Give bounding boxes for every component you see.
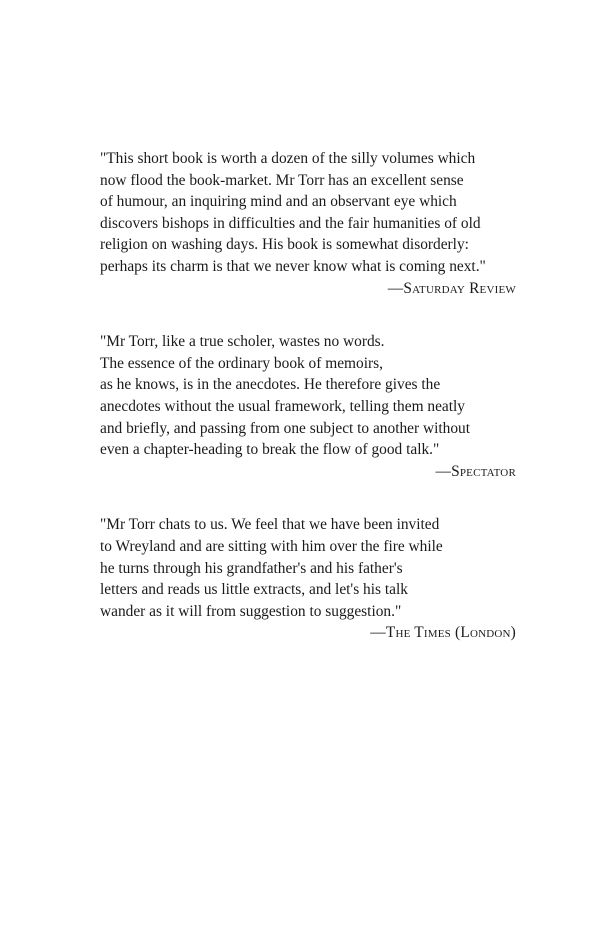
- review-quotes-page: [100, 148, 516, 676]
- quote-line: letters and reads us little extracts, and let's his talk: [100, 581, 408, 599]
- quote-line: to Wreyland and are sitting with him over the fire while: [100, 537, 443, 555]
- quote-line: even a chapter-heading to break the flow of good talk.": [100, 441, 440, 459]
- quote-line: of humour, an inquiring mind and an observant eye which: [100, 193, 457, 211]
- quote-line: "Mr Torr chats to us. We feel that we have been invited: [100, 516, 440, 534]
- attribution-saturday-review: —Saturday Review: [387, 279, 516, 297]
- review-quote-spectator: [100, 331, 516, 482]
- attribution-spectator: —Spectator: [435, 462, 516, 480]
- review-quote-saturday-review: [100, 148, 516, 299]
- quote-line: anecdotes without the usual framework, telling them neatly: [100, 397, 465, 415]
- quote-line: he turns through his grandfather's and his father's: [100, 559, 403, 577]
- quote-line: The essence of the ordinary book of memoirs,: [100, 354, 383, 372]
- quote-line: discovers bishops in difficulties and the fair humanities of old: [100, 214, 481, 232]
- quote-line: and briefly, and passing from one subject to another without: [100, 419, 470, 437]
- quote-line: perhaps its charm is that we never know what is coming next.": [100, 257, 486, 275]
- quote-line: "Mr Torr, like a true scholer, wastes no words.: [100, 333, 385, 351]
- review-quote-the-times: [100, 514, 516, 644]
- quote-line: wander as it will from suggestion to suggestion.": [100, 602, 402, 620]
- attribution-the-times: —The Times (London): [370, 624, 516, 642]
- quote-line: now flood the book-market. Mr Torr has an excellent sense: [100, 171, 464, 189]
- quote-line: "This short book is worth a dozen of the silly volumes which: [100, 150, 476, 167]
- quote-line: religion on washing days. His book is somewhat disorderly:: [100, 236, 469, 254]
- quote-line: as he knows, is in the anecdotes. He therefore gives the: [100, 376, 441, 394]
